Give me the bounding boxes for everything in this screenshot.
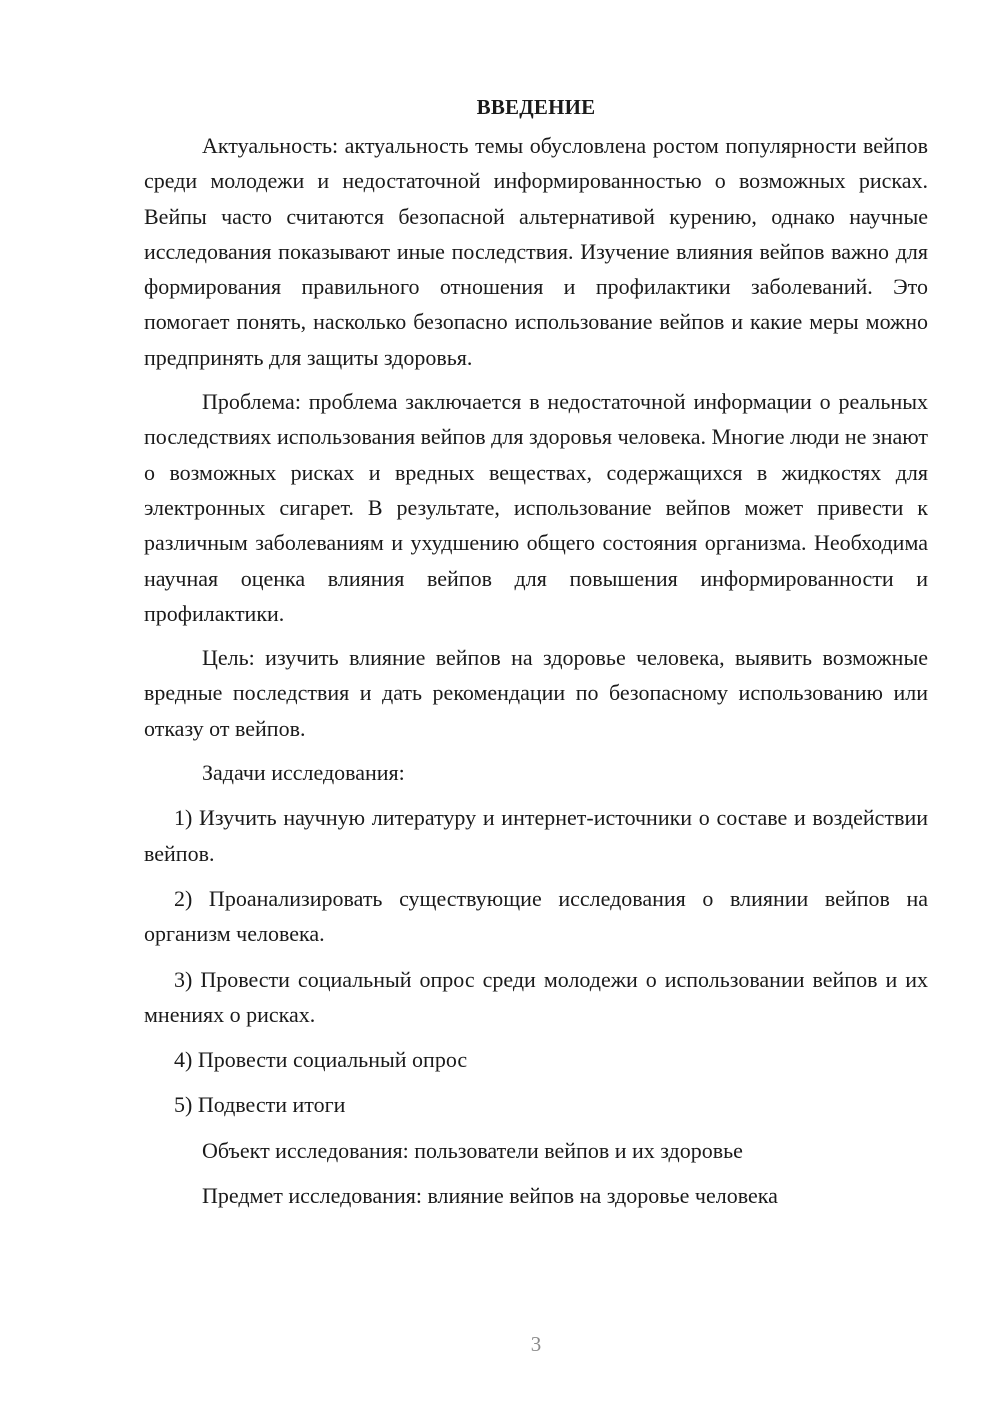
- task-item-1: 1) Изучить научную литературу и интернет-источники о составе и воздействии вейпов.: [144, 805, 928, 866]
- document-page: [144, 92, 928, 1223]
- task-item-3: 3) Провести социальный опрос среди молодежи о использовании вейпов и их мнениях о рисках.: [144, 966, 928, 1027]
- page-title: ВВЕДЕНИЕ: [476, 95, 596, 119]
- goal-paragraph: Цель: изучить влияние вейпов на здоровье человека, выявить возможные вредные последствия и дать рекомендации по безопасному использованию или отказу от вейпов.: [144, 645, 928, 741]
- task-item-5: 5) Подвести итоги: [174, 1092, 346, 1118]
- problem-paragraph: Проблема: проблема заключается в недостаточной информации о реальных последствиях использования вейпов для здоровья человека. Многие люди не знают о возможных рисках и вредных веществах, содержащихся в жидкостях для электронных сигарет. В результате, использование вейпов может привести к различным заболеваниям и ухудшению общего состояния организма. Необходима научная оценка влияния вейпов для повышения информированности и профилактики.: [144, 389, 928, 626]
- research-object: Объект исследования: пользователи вейпов и их здоровье: [202, 1137, 743, 1163]
- research-subject: Предмет исследования: влияние вейпов на здоровье человека: [202, 1183, 778, 1209]
- relevance-paragraph: Актуальность: актуальность темы обусловлена ростом популярности вейпов среди молодежи и недостаточной информированностью о возможных рисках. Вейпы часто считаются безопасной альтернативой курению, однако научные исследования показывают иные последствия. Изучение влияния вейпов важно для формирования правильного отношения и профилактики заболеваний. Это помогает понять, насколько безопасно использование вейпов и какие меры можно предпринять для защиты здоровья.: [144, 133, 928, 370]
- task-item-2: 2) Проанализировать существующие исследования о влиянии вейпов на организм человека.: [144, 885, 928, 947]
- page-number: 3: [530, 1332, 542, 1356]
- task-item-4: 4) Провести социальный опрос: [174, 1047, 468, 1073]
- tasks-heading: Задачи исследования:: [202, 760, 405, 786]
